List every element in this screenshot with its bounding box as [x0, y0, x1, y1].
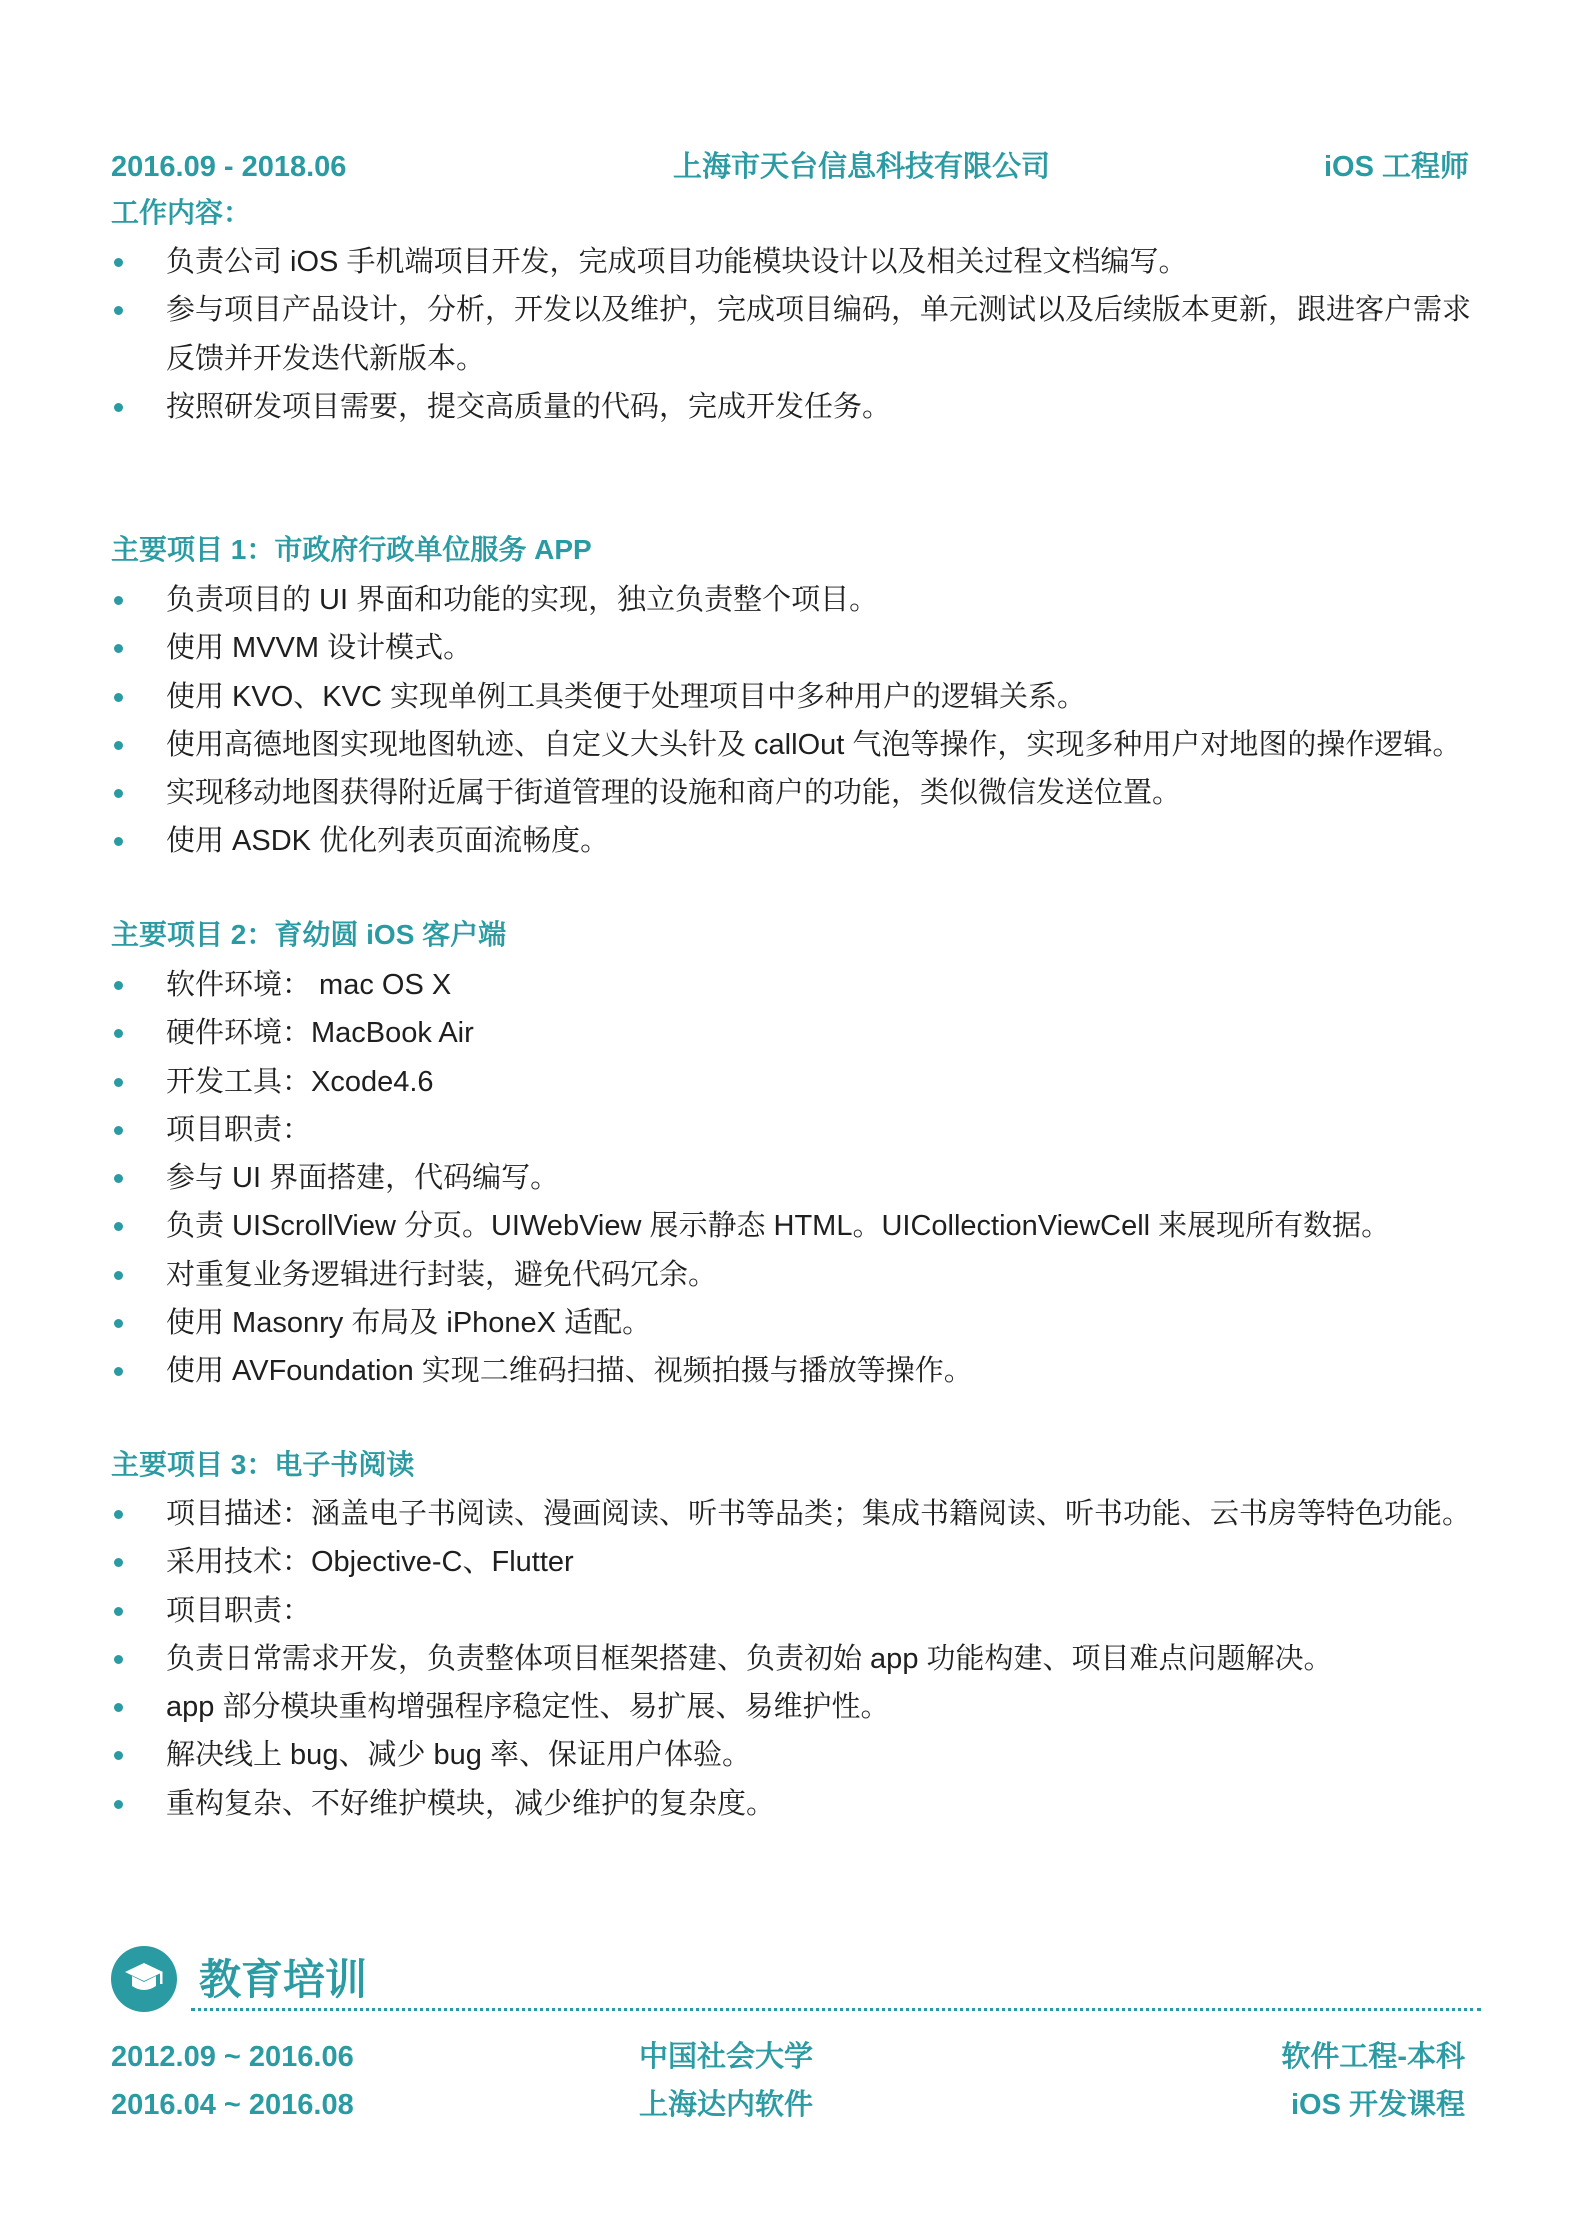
- list-item: 项目职责：: [111, 1106, 1481, 1154]
- job-title: iOS 工程师: [1323, 151, 1469, 183]
- job-duties-list: [111, 238, 1481, 431]
- list-item: 使用高德地图实现地图轨迹、自定义大头针及 callOut 气泡等操作，实现多种用户对地图的操作逻辑。: [111, 721, 1481, 769]
- job-header: [111, 145, 1469, 189]
- list-item: 项目描述：涵盖电子书阅读、漫画阅读、听书等品类；集成书籍阅读、听书功能、云书房等特色功能。: [111, 1490, 1481, 1538]
- education-date: 2012.09 ~ 2016.06: [111, 2041, 354, 2073]
- education-school: 中国社会大学: [639, 2041, 814, 2073]
- list-item: app 部分模块重构增强程序稳定性、易扩展、易维护性。: [111, 1683, 1481, 1731]
- list-item: 参与 UI 界面搭建，代码编写。: [111, 1154, 1481, 1202]
- job-content-label: 工作内容：: [111, 197, 252, 228]
- list-item: 项目职责：: [111, 1587, 1481, 1635]
- job-date: 2016.09 - 2018.06: [111, 151, 347, 183]
- education-row: [111, 2035, 1465, 2079]
- list-item: 使用 ASDK 优化列表页面流畅度。: [111, 817, 1481, 865]
- list-item: 使用 KVO、KVC 实现单例工具类便于处理项目中多种用户的逻辑关系。: [111, 673, 1481, 721]
- education-school: 上海达内软件: [639, 2089, 814, 2121]
- education-header: [111, 1946, 1481, 2016]
- list-item: 对重复业务逻辑进行封装，避免代码冗余。: [111, 1251, 1481, 1299]
- project-3-list: [111, 1490, 1481, 1828]
- education-row: [111, 2083, 1465, 2127]
- education-degree: 软件工程-本科: [1281, 2041, 1465, 2073]
- project-2-list: [111, 961, 1481, 1396]
- list-item: 负责日常需求开发，负责整体项目框架搭建、负责初始 app 功能构建、项目难点问题解决。: [111, 1635, 1481, 1683]
- list-item: 负责公司 iOS 手机端项目开发，完成项目功能模块设计以及相关过程文档编写。: [111, 238, 1481, 286]
- list-item: 开发工具：Xcode4.6: [111, 1058, 1481, 1106]
- list-item: 软件环境： mac OS X: [111, 961, 1481, 1009]
- list-item: 负责项目的 UI 界面和功能的实现，独立负责整个项目。: [111, 576, 1481, 624]
- education-title: 教育培训: [199, 1956, 368, 2003]
- project-1-title: 主要项目 1：市政府行政单位服务 APP: [111, 534, 592, 565]
- list-item: 解决线上 bug、减少 bug 率、保证用户体验。: [111, 1731, 1481, 1779]
- list-item: 使用 MVVM 设计模式。: [111, 624, 1481, 672]
- list-item: 使用 Masonry 布局及 iPhoneX 适配。: [111, 1299, 1481, 1347]
- project-3-title: 主要项目 3：电子书阅读: [111, 1449, 415, 1480]
- list-item: 参与项目产品设计，分析，开发以及维护，完成项目编码，单元测试以及后续版本更新，跟进客户需求反馈并开发迭代新版本。: [111, 286, 1481, 383]
- job-company: 上海市天台信息科技有限公司: [673, 151, 1051, 183]
- list-item: 使用 AVFoundation 实现二维码扫描、视频拍摄与播放等操作。: [111, 1347, 1481, 1395]
- list-item: 负责 UIScrollView 分页。UIWebView 展示静态 HTML。UICollectionViewCell 来展现所有数据。: [111, 1202, 1481, 1250]
- list-item: 重构复杂、不好维护模块，减少维护的复杂度。: [111, 1780, 1481, 1828]
- list-item: 采用技术：Objective-C、Flutter: [111, 1538, 1481, 1586]
- list-item: 硬件环境：MacBook Air: [111, 1009, 1481, 1057]
- education-degree: iOS 开发课程: [1290, 2089, 1465, 2121]
- project-1-list: [111, 576, 1481, 866]
- list-item: 按照研发项目需要，提交高质量的代码，完成开发任务。: [111, 383, 1481, 431]
- list-item: 实现移动地图获得附近属于街道管理的设施和商户的功能，类似微信发送位置。: [111, 769, 1481, 817]
- education-date: 2016.04 ~ 2016.08: [111, 2089, 354, 2121]
- project-2-title: 主要项目 2：育幼圆 iOS 客户端: [111, 919, 507, 950]
- graduation-cap-icon: [111, 1946, 177, 2012]
- section-divider: [191, 2008, 1481, 2011]
